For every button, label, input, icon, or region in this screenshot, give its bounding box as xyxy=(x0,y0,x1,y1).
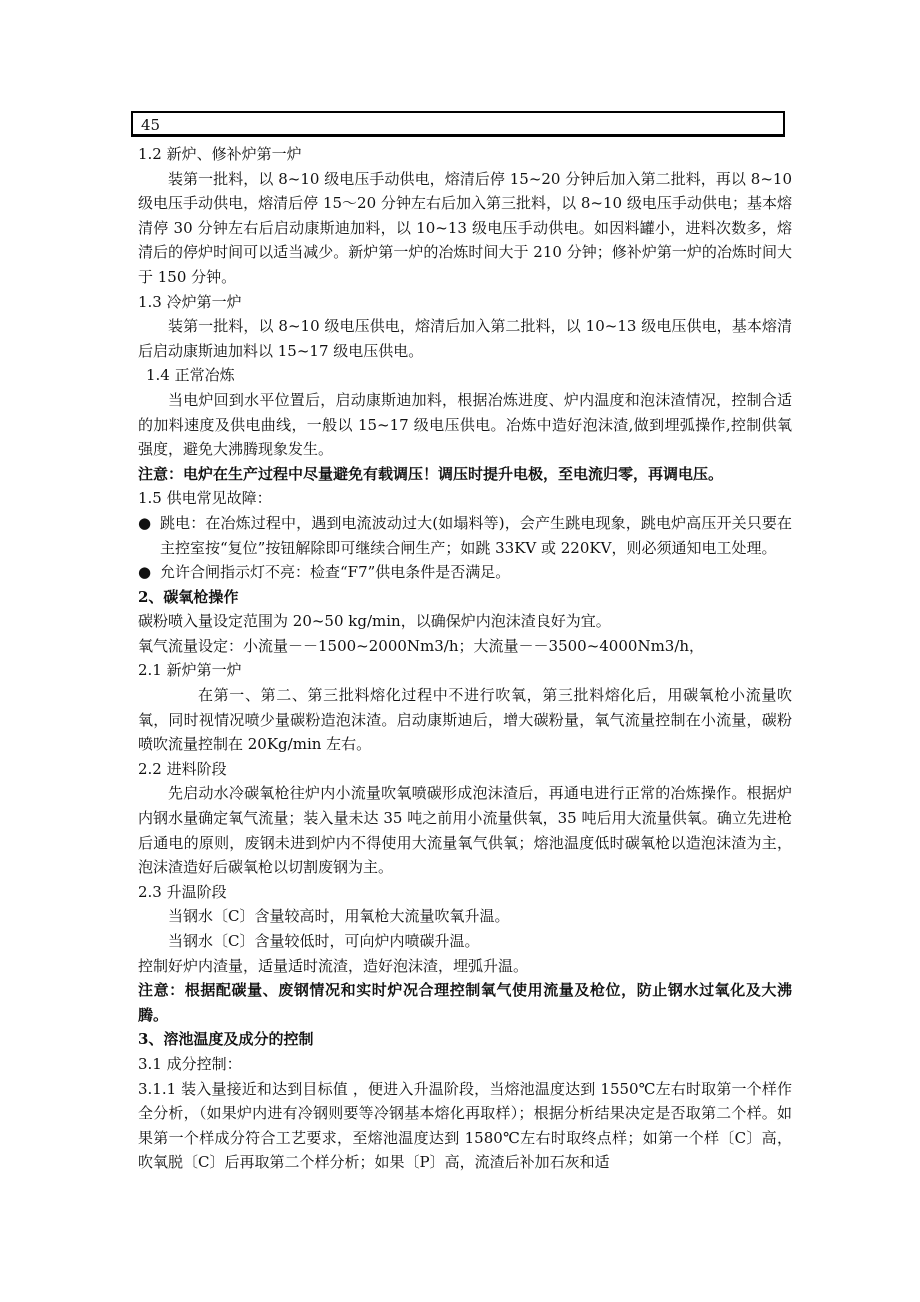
list-item xyxy=(138,560,792,585)
paragraph-2-1: 在第一、第二、第三批料熔化过程中不进行吹氧，第三批料熔化后，用碳氧枪小流量吹氧，同时视情况喷少量碳粉造泡沫渣。启动康斯迪后，增大碳粉量，氧气流量控制在小流量，碳粉喷吹流量控制在 20Kg/min 左右。 xyxy=(138,686,792,754)
document-body xyxy=(138,142,792,1175)
bullet-text-trip: 跳电：在冶炼过程中，遇到电流波动过大(如塌料等)，会产生跳电现象，跳电炉高压开关只要在主控室按“复位”按钮解除即可继续合闸生产；如跳 33KV 或 220KV，则必须通知电工处理。 xyxy=(160,513,792,557)
note-oxygen: 注意：根据配碳量、废钢情况和实时炉况合理控制氧气使用流量及枪位，防止钢水过氧化及大沸腾。 xyxy=(138,981,792,1024)
paragraph-1-4: 当电炉回到水平位置后，启动康斯迪加料，根据冶炼进度、炉内温度和泡沫渣情况，控制合适的加料速度及供电曲线，一般以 15~17 级电压供电。冶炼中造好泡沫渣,做到埋弧操作,控制供氧强度，避免大沸腾现象发生。 xyxy=(138,390,792,459)
heading-2-2: 2.2 进料阶段 xyxy=(138,759,227,778)
heading-1-3: 1.3 冷炉第一炉 xyxy=(138,292,242,311)
note-power: 注意：电炉在生产过程中尽量避免有载调压！调压时提升电极，至电流归零，再调电压。 xyxy=(138,464,724,483)
paragraph-2-2: 先启动水冷碳氧枪往炉内小流量吹氧喷碳形成泡沫渣后，再通电进行正常的冶炼操作。根据炉内钢水量确定氧气流量；装入量未达 35 吨之前用小流量供氧，35 吨后用大流量供氧。确立先进枪后通电的原则，废钢未进到炉内不得使用大流量氧气供氧；熔池温度低时碳氧枪以造泡沫渣为主，泡沫渣造好后碳氧枪以切割废钢为主。 xyxy=(138,784,792,877)
list-item xyxy=(138,511,792,560)
bullet-icon: ● xyxy=(138,513,152,532)
paragraph-2-3-line2: 当钢水〔C〕含量较低时，可向炉内喷碳升温。 xyxy=(168,932,480,950)
heading-2-3: 2.3 升温阶段 xyxy=(138,882,227,901)
paragraph-1-2: 装第一批料，以 8~10 级电压手动供电，熔清后停 15~20 分钟后加入第二批料，再以 8~10 级电压手动供电，熔清后停 15～20 分钟左右后加入第三批料，以 8~10 级电压手动供电；基本熔清停 30 分钟左右后启动康斯迪加料，以 10~13 级电压手动供电。如因料罐小，进料次数多，熔清后的停炉时间可以适当减少。新炉第一炉的冶炼时间大于 210 分钟；修补炉第一炉的冶炼时间大于 150 分钟。 xyxy=(138,169,792,286)
paragraph-2-3-line3: 控制好炉内渣量，适量适时流渣，造好泡沫渣，埋弧升温。 xyxy=(138,956,529,975)
oxygen-flow-line: 氧气流量设定：小流量－－1500~2000Nm3/h；大流量－－3500~4000Nm3/h， xyxy=(138,636,705,655)
heading-2-1: 2.1 新炉第一炉 xyxy=(138,661,242,680)
page-number-box xyxy=(131,111,785,137)
paragraph-1-3: 装第一批料，以 8~10 级电压供电，熔清后加入第二批料，以 10~13 级电压供电，基本熔清后启动康斯迪加料以 15~17 级电压供电。 xyxy=(138,317,792,360)
paragraph-3-1-1: 3.1.1 装入量接近和达到目标值 ，便进入升温阶段，当熔池温度达到 1550℃左右时取第一个样作全分析，（如果炉内进有冷钢则要等冷钢基本熔化再取样）；根据分析结果决定是否取第二个样。如果第一个样成分符合工艺要求，至熔池温度达到 1580℃左右时取终点样；如第一个样〔C〕高，吹氧脱〔C〕后再取第二个样分析；如果〔P〕高，流渣后补加石灰和适 xyxy=(138,1079,792,1172)
heading-3: 3、溶池温度及成分的控制 xyxy=(138,1030,314,1049)
bullet-text-indicator: 允许合闸指示灯不亮：检查“F7”供电条件是否满足。 xyxy=(160,563,511,582)
page-number: 45 xyxy=(141,116,161,134)
paragraph-2-3-line1: 当钢水〔C〕含量较高时，用氧枪大流量吹氧升温。 xyxy=(168,907,510,926)
heading-2: 2、碳氧枪操作 xyxy=(138,587,239,606)
bullet-icon: ● xyxy=(138,563,152,582)
heading-1-2: 1.2 新炉、修补炉第一炉 xyxy=(138,145,302,163)
heading-3-1: 3.1 成分控制： xyxy=(138,1054,242,1073)
heading-1-4: 1.4 正常冶炼 xyxy=(146,366,235,385)
heading-1-5: 1.5 供电常见故障： xyxy=(138,489,272,508)
carbon-powder-line: 碳粉喷入量设定范围为 20~50 kg/min，以确保炉内泡沫渣良好为宜。 xyxy=(138,612,611,631)
